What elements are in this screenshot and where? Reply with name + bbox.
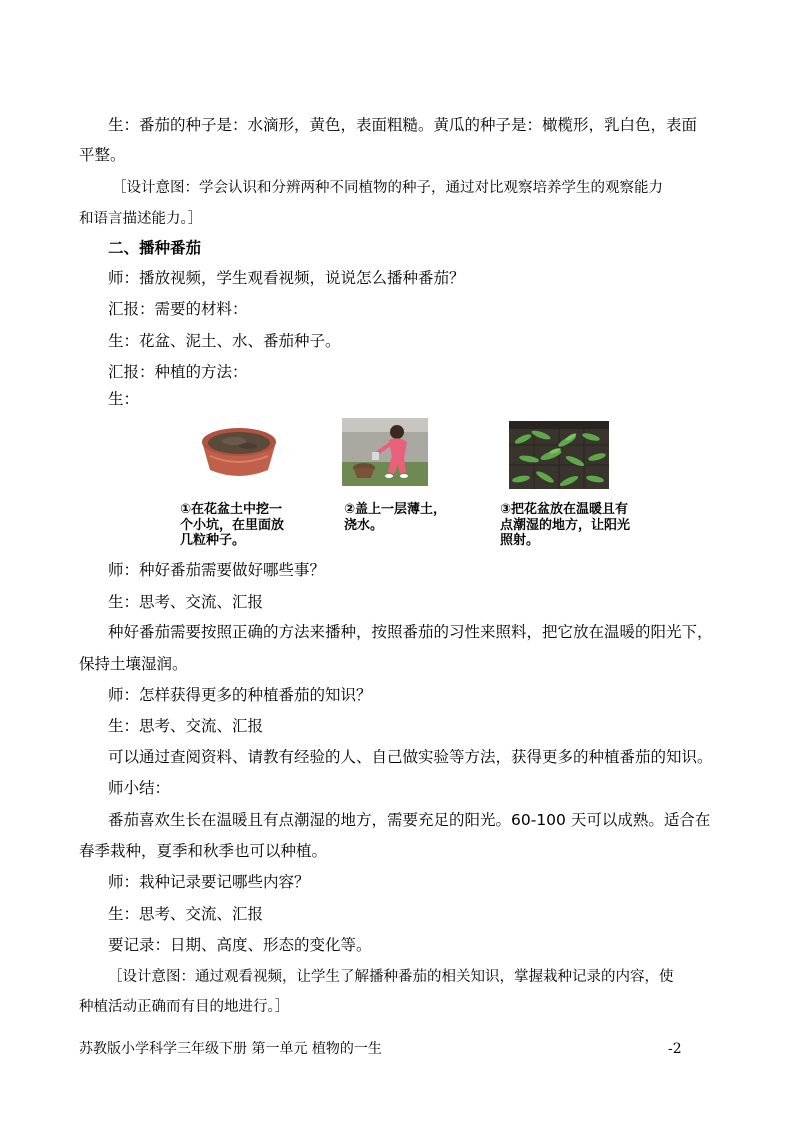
text-line: 生： [108,390,140,408]
page-number: -2 [668,1041,682,1057]
step-1-caption: ①在花盆土中挖一 个小坑，在里面放 几粒种子。 [180,502,285,548]
text-line: 生：花盆、泥土、水、番茄种子。 [108,332,341,350]
text-line: 种好番茄需要按照正确的方法来播种，按照番茄的习性来照料，把它放在温暖的阳光下， [108,623,713,641]
step-2-caption: ②盖上一层薄土， 浇水。 [344,502,447,533]
text-line: 生：思考、交流、汇报 [108,593,264,611]
design-intent-note: ［设计意图：通过观看视频，让学生了解播种番茄的相关知识，掌握栽种记录的内容，使 [108,969,674,985]
text-line: 师：怎样获得更多的种植番茄的知识？ [108,686,372,704]
tomato-seedlings-image [509,421,609,489]
text-line: 保持土壤湿润。 [79,655,188,673]
text-line: 师：播放视频，学生观看视频，说说怎么播种番茄？ [108,269,465,287]
text-line: 可以通过查阅资料、请教有经验的人、自己做实验等方法，获得更多的种植番茄的知识。 [108,748,713,766]
text-line: 师：种好番茄需要做好哪些事？ [108,561,326,579]
text-line: 生：番茄的种子是：水滴形，黄色，表面粗糙。黄瓜的种子是：橄榄形，乳白色，表面 [108,116,698,134]
text-line: 汇报：需要的材料： [108,300,248,318]
text-line: 师小结： [108,779,171,797]
text-line: 要记录：日期、高度、形态的变化等。 [108,936,372,954]
text-line: 汇报：种植的方法： [108,363,248,381]
text-line: 生：思考、交流、汇报 [108,717,264,735]
section-heading: 二、播种番茄 [108,239,202,257]
pot-with-soil-image [196,418,282,482]
text-line: 番茄喜欢生长在温暖且有点潮湿的地方，需要充足的阳光。60-100 天可以成熟。适合在 [108,811,711,829]
child-watering-image [342,418,428,486]
design-intent-note: ［设计意图：学会认识和分辨两种不同植物的种子，通过对比观察培养学生的观察能力 [112,180,663,196]
text-line: 平整。 [79,146,126,164]
text-line: 师：栽种记录要记哪些内容？ [108,873,310,891]
footer-title: 苏教版小学科学三年级下册 第一单元 植物的一生 [79,1041,382,1057]
text-line: 春季栽种，夏季和秋季也可以种植。 [79,842,328,860]
design-intent-note: 种植活动正确而有目的地进行。］ [79,999,290,1015]
step-3-caption: ③把花盆放在温暖且有 点潮湿的地方，让阳光 照射。 [500,502,631,548]
text-line: 生：思考、交流、汇报 [108,905,264,923]
design-intent-note: 和语言描述能力。］ [79,211,203,227]
